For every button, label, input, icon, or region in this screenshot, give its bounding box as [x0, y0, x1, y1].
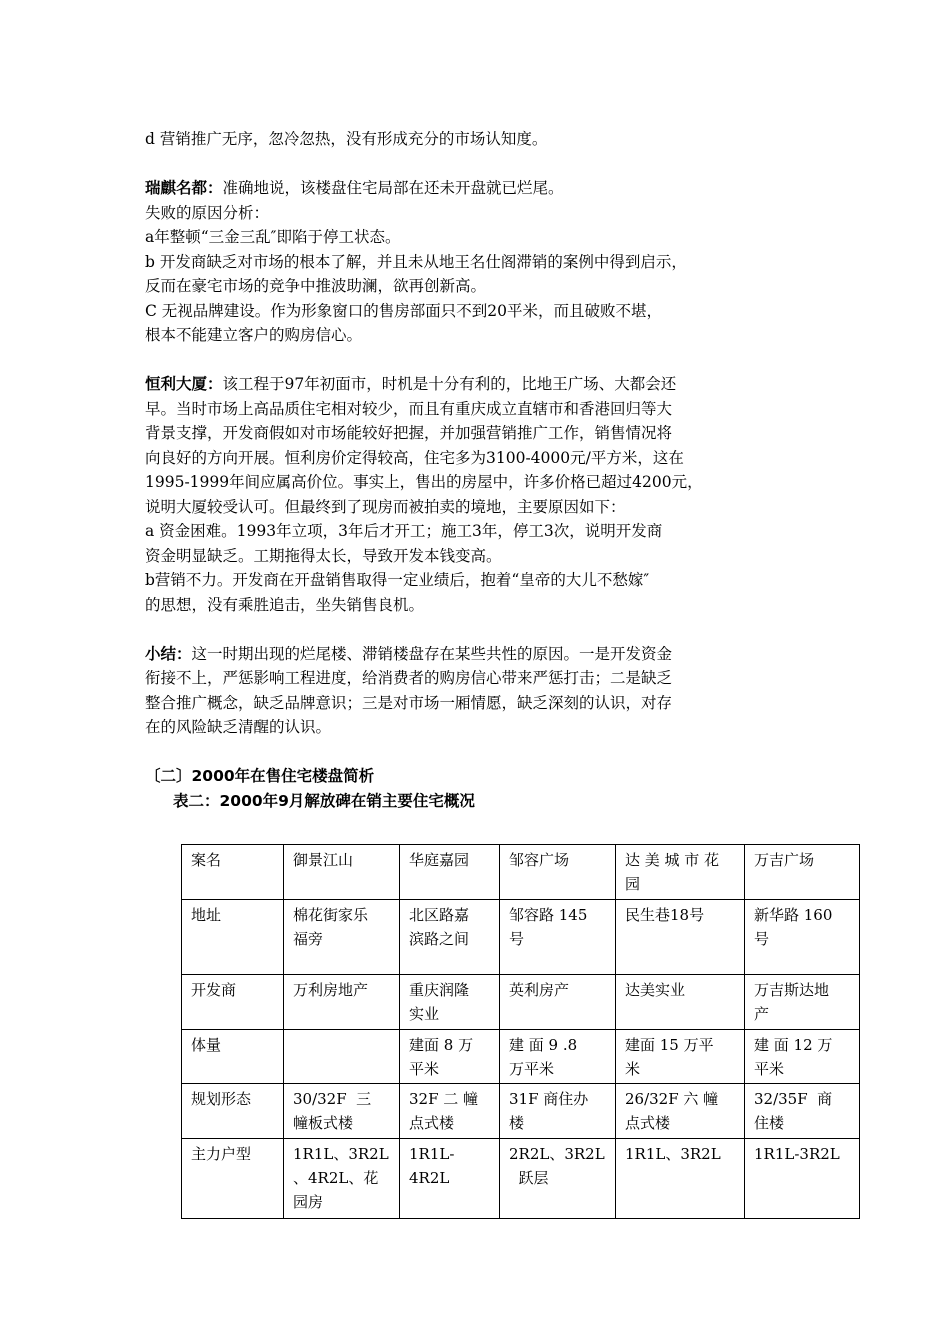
table-cell: [400, 1030, 500, 1084]
table-cell: [400, 900, 500, 975]
table-cell: [745, 1139, 860, 1219]
row-header-cell: [182, 1030, 284, 1084]
table-row: [182, 900, 860, 975]
cell-text-line: 体量: [191, 1036, 222, 1054]
row-header-cell: [182, 900, 284, 975]
cell-text-line: 号: [509, 930, 525, 948]
row-header-cell: [182, 975, 284, 1030]
paragraph-gap: [145, 348, 815, 373]
text-line: 在的风险缺乏清醒的认识。: [145, 718, 332, 736]
cell-text-line: 2R2L、3R2L: [509, 1145, 605, 1163]
table-row: [182, 1139, 860, 1219]
table-row: [182, 975, 860, 1030]
cell-text-line: 住楼: [754, 1114, 785, 1132]
table-row: [182, 845, 860, 900]
table-cell: [616, 1084, 745, 1139]
table-cell: [400, 845, 500, 900]
table-cell: [400, 1139, 500, 1219]
cell-text-line: 、4R2L、花: [293, 1169, 379, 1187]
text-line: 资金明显缺乏。工期拖得太长，导致开发本钱变高。: [145, 546, 502, 565]
paragraph-gap: [145, 740, 815, 765]
cell-text-line: 米: [625, 1060, 641, 1078]
cell-text-line: 滨路之间: [409, 930, 470, 948]
table-cell: [500, 1084, 616, 1139]
cell-text-line: 26/32F 六 幢: [625, 1090, 719, 1108]
text-line: d 营销推广无序，忽冷忽热，没有形成充分的市场认知度。: [145, 130, 548, 148]
text-line: 失败的原因分析：: [145, 203, 270, 222]
cell-text-line: 御景江山: [293, 851, 354, 869]
summary-text: 这一时期出现的烂尾楼、滞销楼盘存在某些共性的原因。一是开发资金: [191, 644, 673, 663]
text-line: 说明大厦较受认可。但最终到了现房而被拍卖的境地，主要原因如下：: [145, 497, 626, 516]
cell-text-line: 华庭嘉园: [409, 851, 470, 869]
cell-text-line: 民生巷18号: [625, 906, 705, 924]
cell-text-line: 平米: [409, 1060, 440, 1078]
text-line: 衔接不上，严惩影响工程进度，给消费者的购房信心带来严惩打击；二是缺乏: [145, 669, 673, 687]
cell-text-line: 建面 15 万平: [625, 1036, 714, 1054]
table-cell: [284, 1139, 400, 1219]
text-line: 1995-1999年间应属高价位。事实上，售出的房屋中，许多价格已超过4200元，: [145, 473, 703, 491]
cell-text-line: 点式楼: [409, 1114, 455, 1132]
heading-colon: ：: [176, 644, 192, 663]
text-line: a年整顿“三金三乱″即陷于停工状态。: [145, 228, 401, 246]
cell-text-line: 园: [625, 875, 641, 893]
table-cell: [284, 845, 400, 900]
table-row: [182, 1030, 860, 1084]
cell-text-line: 万吉斯达地: [754, 981, 830, 999]
table-cell: [500, 845, 616, 900]
table-cell: [500, 900, 616, 975]
cell-text-line: 幢板式楼: [293, 1114, 354, 1132]
text-line: 向良好的方向开展。恒利房价定得较高，住宅多为3100-4000元/平方米，这在: [145, 448, 684, 467]
text-line: [145, 642, 815, 667]
cell-text-line: 31F 商住办: [509, 1090, 589, 1108]
cell-text-line: 1R1L-3R2L: [754, 1145, 840, 1163]
cell-text-line: 产: [754, 1005, 770, 1023]
table-cell: [745, 900, 860, 975]
table-cell: [500, 975, 616, 1030]
hengli-heading: 恒利大厦: [145, 375, 208, 393]
table-cell: [745, 845, 860, 900]
table-cell: [616, 1139, 745, 1219]
cell-text-line: 30/32F 三: [293, 1090, 372, 1108]
cell-text-line: 1R1L、3R2L: [293, 1145, 389, 1163]
text-line: 早。当时市场上高品质住宅相对较少，而且有重庆成立直辖市和香港回归等大: [145, 399, 673, 418]
text-line: 的思想，没有乘胜追击，坐失销售良机。: [145, 595, 425, 614]
paragraph-gap: [145, 617, 815, 642]
table-cell: [745, 975, 860, 1030]
table-cell: [284, 975, 400, 1030]
ruiqi-text: 准确地说，该楼盘住宅局部在还未开盘就已烂尾。: [222, 179, 564, 197]
cell-text-line: 北区路嘉: [409, 906, 470, 924]
table-cell: [284, 1030, 400, 1084]
cell-text-line: 万平米: [509, 1060, 555, 1078]
cell-text-line: 楼: [509, 1114, 525, 1132]
cell-text-line: 平米: [754, 1060, 785, 1078]
cell-text-line: 1R1L-: [409, 1145, 455, 1163]
table-cell: [616, 845, 745, 900]
cell-text-line: 实业: [409, 1005, 440, 1023]
text-line: b营销不力。开发商在开盘销售取得一定业绩后，抱着“皇帝的大儿不愁嫁″: [145, 571, 650, 589]
cell-text-line: 地址: [191, 906, 222, 924]
cell-text-line: 万吉广场: [754, 851, 815, 869]
table-cell: [616, 1030, 745, 1084]
heading-colon: ：: [207, 375, 223, 393]
table-row: [182, 1084, 860, 1139]
paragraph-ruiqi: [145, 176, 815, 348]
cell-text-line: 万利房地产: [293, 981, 369, 999]
cell-text-line: 英利房产: [509, 981, 570, 999]
cell-text-line: 4R2L: [409, 1169, 450, 1187]
text-line: 整合推广概念，缺乏品牌意识；三是对市场一厢情愿，缺乏深刻的认识，对存: [145, 693, 673, 712]
text-line: 反而在豪宅市场的竞争中推波助澜，欲再创新高。: [145, 277, 487, 295]
table-cell: [616, 975, 745, 1030]
table-cell: [284, 1084, 400, 1139]
section-title: 〔二〕2000年在售住宅楼盘简析: [145, 767, 375, 785]
table-cell: [616, 900, 745, 975]
cell-text-line: 邹容路 145: [509, 906, 588, 924]
table-cell: [400, 975, 500, 1030]
cell-text-line: 开发商: [191, 981, 237, 999]
table-cell: [745, 1084, 860, 1139]
cell-text-line: 1R1L、3R2L: [625, 1145, 721, 1163]
table-cell: [400, 1084, 500, 1139]
text-line: 根本不能建立客户的购房信心。: [145, 326, 363, 344]
cell-text-line: 32/35F 商: [754, 1090, 833, 1108]
cell-text-line: 邹容广场: [509, 851, 570, 869]
hengli-text: 该工程于97年初面市，时机是十分有利的，比地王广场、大都会还: [222, 375, 677, 393]
text-line: C 无视品牌建设。作为形象窗口的售房部面只不到20平米，而且破败不堪，: [145, 301, 663, 320]
housing-summary-table: [181, 844, 860, 1219]
cell-text-line: 重庆润隆: [409, 981, 470, 999]
paragraph-d-item: [145, 127, 815, 152]
cell-text-line: 点式楼: [625, 1114, 671, 1132]
cell-text-line: 规划形态: [191, 1090, 252, 1108]
cell-text-line: 新华路 160: [754, 906, 833, 924]
text-line: a 资金困难。1993年立项，3年后才开工；施工3年，停工3次，说明开发商: [145, 522, 663, 540]
table-cell: [500, 1139, 616, 1219]
heading-colon: ：: [207, 179, 223, 197]
row-header-cell: [182, 845, 284, 900]
row-header-cell: [182, 1139, 284, 1219]
document-body: [145, 127, 815, 813]
cell-text-line: 福旁: [293, 930, 324, 948]
cell-text-line: 达 美 城 市 花: [625, 851, 720, 869]
table-cell: [500, 1030, 616, 1084]
cell-text-line: 32F 二 幢: [409, 1090, 479, 1108]
text-line: [145, 176, 815, 201]
text-line: [145, 372, 815, 397]
paragraph-summary: [145, 642, 815, 740]
table-body: [182, 845, 860, 1219]
table-caption: 表二：2000年9月解放碑在销主要住宅概况: [173, 791, 475, 810]
cell-text-line: 园房: [293, 1193, 324, 1211]
cell-text-line: 案名: [191, 851, 222, 869]
cell-text-line: 号: [754, 930, 770, 948]
summary-heading: 小结: [145, 644, 177, 663]
text-line: 背景支撑，开发商假如对市场能较好把握，并加强营销推广工作，销售情况将: [145, 424, 673, 442]
table-cell: [284, 900, 400, 975]
paragraph-gap: [145, 152, 815, 177]
cell-text-line: 建 面 12 万: [754, 1036, 833, 1054]
cell-text-line: 达美实业: [625, 981, 686, 999]
cell-text-line: 棉花街家乐: [293, 906, 369, 924]
paragraph-hengli: [145, 372, 815, 617]
table-cell: [745, 1030, 860, 1084]
cell-text-line: 跃层: [509, 1169, 549, 1187]
cell-text-line: 建面 8 万: [409, 1036, 474, 1054]
cell-text-line: 主力户型: [191, 1145, 252, 1163]
cell-text-line: 建 面 9 .8: [509, 1036, 578, 1054]
row-header-cell: [182, 1084, 284, 1139]
ruiqi-heading: 瑞麒名都: [145, 179, 208, 197]
text-line: b 开发商缺乏对市场的根本了解，并且未从地王名仕阁滞销的案例中得到启示，: [145, 252, 687, 271]
